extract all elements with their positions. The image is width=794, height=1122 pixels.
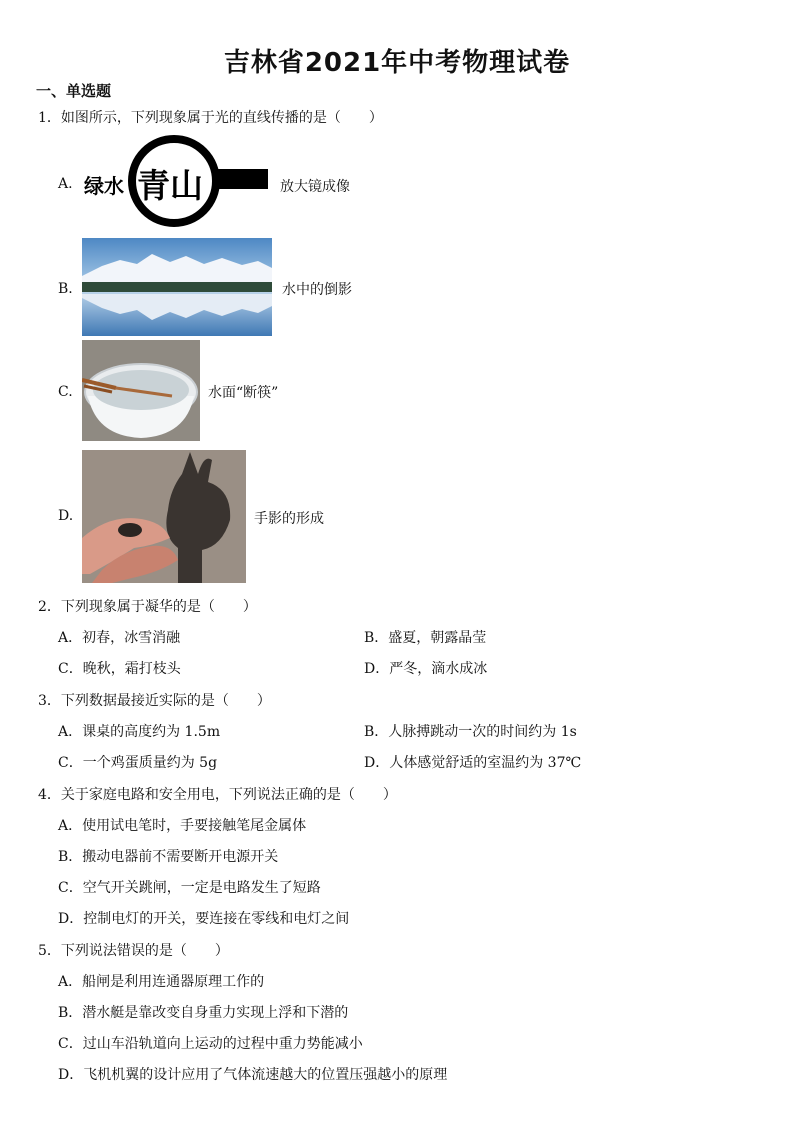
q3-option-b: B．人脉搏跳动一次的时间约为 1s — [364, 724, 577, 740]
page-title: 吉林省2021年中考物理试卷 — [223, 48, 571, 78]
section-heading: 一、单选题 — [36, 82, 112, 100]
q1-option-c-text: 水面“断筷” — [208, 385, 279, 401]
q3-option-c: C．一个鸡蛋质量约为 5g — [58, 755, 218, 771]
q3-option-d: D．人体感觉舒适的室温约为 37℃ — [364, 755, 582, 771]
chopsticks-in-bowl-image — [82, 340, 200, 441]
q4-option-a: A．使用试电笔时，手要接触笔尾金属体 — [58, 818, 307, 834]
q1-option-b-letter: B. — [58, 281, 73, 297]
q4-option-b: B．搬动电器前不需要断开电源开关 — [58, 849, 279, 865]
q4-option-c: C．空气开关跳闸，一定是电路发生了短路 — [58, 880, 321, 896]
q1-option-a-letter: A. — [58, 176, 73, 192]
mountain-reflection-image — [82, 238, 272, 336]
magnifier-large-text: 青山 — [137, 166, 203, 205]
q4-option-d: D．控制电灯的开关，要连接在零线和电灯之间 — [58, 911, 350, 927]
q2-option-b: B．盛夏，朝露晶莹 — [364, 630, 487, 646]
magnifier-image — [82, 135, 270, 227]
q1-option-d-letter: D. — [58, 508, 74, 524]
question-2-stem: 2．下列现象属于凝华的是（ ） — [38, 599, 257, 615]
q5-option-a: A．船闸是利用连通器原理工作的 — [58, 974, 265, 990]
q2-option-c: C．晚秋，霜打枝头 — [58, 661, 181, 677]
q2-option-d: D．严冬，滴水成冰 — [364, 661, 488, 677]
question-3-stem: 3．下列数据最接近实际的是（ ） — [38, 693, 271, 709]
q5-option-c: C．过山车沿轨道向上运动的过程中重力势能减小 — [58, 1036, 363, 1052]
question-5-stem: 5．下列说法错误的是（ ） — [38, 943, 229, 959]
q2-option-a: A．初春，冰雪消融 — [58, 630, 181, 646]
q3-option-a: A．课桌的高度约为 1.5m — [58, 724, 221, 740]
q1-option-a-text: 放大镜成像 — [280, 179, 350, 195]
q1-option-d-text: 手影的形成 — [254, 511, 324, 527]
q1-option-c-letter: C. — [58, 384, 73, 400]
question-1-stem: 1．如图所示，下列现象属于光的直线传播的是（ ） — [38, 110, 383, 126]
q1-option-b-text: 水中的倒影 — [282, 282, 352, 298]
question-4-stem: 4．关于家庭电路和安全用电，下列说法正确的是（ ） — [38, 787, 397, 803]
q5-option-b: B．潜水艇是靠改变自身重力实现上浮和下潜的 — [58, 1005, 349, 1021]
hand-shadow-image — [82, 450, 246, 583]
magnifier-small-text: 绿水 — [84, 174, 124, 198]
q5-option-d: D．飞机机翼的设计应用了气体流速越大的位置压强越小的原理 — [58, 1067, 448, 1083]
